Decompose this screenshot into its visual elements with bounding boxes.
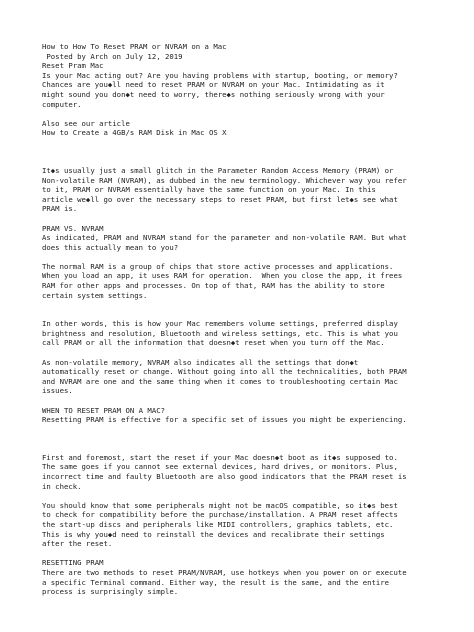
glitch-paragraph — [42, 166, 462, 214]
text-line: In other words, this is how your Mac remembers volume settings, preferred display — [42, 319, 398, 329]
text-line: does this actually mean to you? — [42, 242, 179, 252]
text-line: RAM for other apps and processes. On top of that, RAM has the ability to store — [42, 281, 385, 291]
section-heading-when-to-reset: WHEN TO RESET PRAM ON A MAC? — [42, 405, 166, 415]
first-foremost-paragraph — [42, 453, 462, 491]
text-line: Resetting PRAM is effective for a specific set of issues you might be experiencing. — [42, 415, 407, 425]
text-line: When you load an app, it uses RAM for operation. When you close the app, it frees — [42, 271, 403, 281]
text-line: Chances are you◆ll need to reset PRAM or NVRAM on your Mac. Intimidating as it — [42, 80, 385, 90]
article-heading: Reset Pram Mac — [42, 61, 104, 71]
text-line: certain system settings. — [42, 290, 148, 300]
text-line: a specific Terminal command. Either way, the result is the same, and the entire — [42, 577, 390, 587]
text-line: The normal RAM is a group of chips that store active processes and applications. — [42, 261, 394, 271]
see-also-label: Also see our article — [42, 118, 130, 128]
resetting-pram-paragraph — [42, 568, 462, 597]
text-line: Is your Mac acting out? Are you having problems with startup, booting, or memory? — [42, 70, 398, 80]
text-line: As indicated, PRAM and NVRAM stand for the parameter and non-volatile RAM. But what — [42, 233, 407, 243]
text-line: the start-up discs and peripherals like MIDI controllers, graphics tablets, etc. — [42, 519, 394, 529]
pram-vs-nvram-paragraph — [42, 233, 462, 252]
article-body — [42, 42, 462, 597]
article-title: How to How To Reset PRAM or NVRAM on a Mac — [42, 42, 227, 51]
text-line: and NVRAM are one and the same thing when it comes to troubleshooting certain Mac — [42, 376, 398, 386]
text-line: Non-volatile RAM (NVRAM), as dubbed in the new terminology. Whichever way you refer — [42, 175, 407, 185]
section-heading-pram-vs-nvram: PRAM VS. NVRAM — [42, 223, 104, 233]
text-line: As non-volatile memory, NVRAM also indicates all the settings that don◆t — [42, 357, 359, 367]
text-line: There are two methods to reset PRAM/NVRAM, use hotkeys when you power on or execute — [42, 567, 407, 577]
section-heading-resetting-pram: RESETTING PRAM — [42, 558, 104, 568]
text-line: brightness and resolution, Bluetooth and wireless settings, etc. This is what you — [42, 328, 398, 338]
see-also-link[interactable]: How to Create a 4GB/s RAM Disk in Mac OS X — [42, 128, 227, 138]
text-line: call PRAM or all the information that doesn◆t reset when you turn off the Mac. — [42, 338, 385, 348]
text-line: The same goes if you cannot see external devices, hard drives, or monitors. Plus, — [42, 462, 398, 472]
text-line: PRAM is. — [42, 204, 78, 214]
text-line: First and foremost, start the reset if your Mac doesn◆t boot as it◆s supposed to. — [42, 452, 398, 462]
text-line: computer. — [42, 99, 82, 109]
text-line: issues. — [42, 386, 73, 396]
text-line: article we◆ll go over the necessary steps to reset PRAM, but first let◆s see what — [42, 194, 398, 204]
text-line: You should know that some peripherals might not be macOS compatible, so it◆s best — [42, 500, 398, 510]
text-line: process is surprisingly simple. — [42, 587, 179, 597]
nonvolatile-paragraph — [42, 358, 462, 396]
text-line: automatically reset or change. Without going into all the technicalities, both PRAM — [42, 367, 407, 377]
text-line: It◆s usually just a small glitch in the Parameter Random Access Memory (PRAM) or — [42, 165, 394, 175]
normal-ram-paragraph — [42, 262, 462, 300]
other-words-paragraph — [42, 319, 462, 348]
text-line: might sound you don◆t need to worry, there◆s nothing seriously wrong with your — [42, 89, 385, 99]
text-line: This is why you◆d need to reinstall the devices and recalibrate their settings — [42, 529, 385, 539]
peripherals-paragraph — [42, 501, 462, 549]
intro-paragraph — [42, 71, 462, 109]
text-line: in check. — [42, 481, 82, 491]
article-byline: Posted by Arch on July 12, 2019 — [42, 51, 183, 61]
text-line: after the reset. — [42, 539, 113, 549]
text-line: to check for compatibility before the purchase/installation. A PRAM reset affects — [42, 510, 398, 520]
text-line: to it, PRAM or NVRAM essentially have the same function on your Mac. In this — [42, 185, 376, 195]
text-line: incorrect time and faulty Bluetooth are also good indicators that the PRAM reset is — [42, 471, 407, 481]
